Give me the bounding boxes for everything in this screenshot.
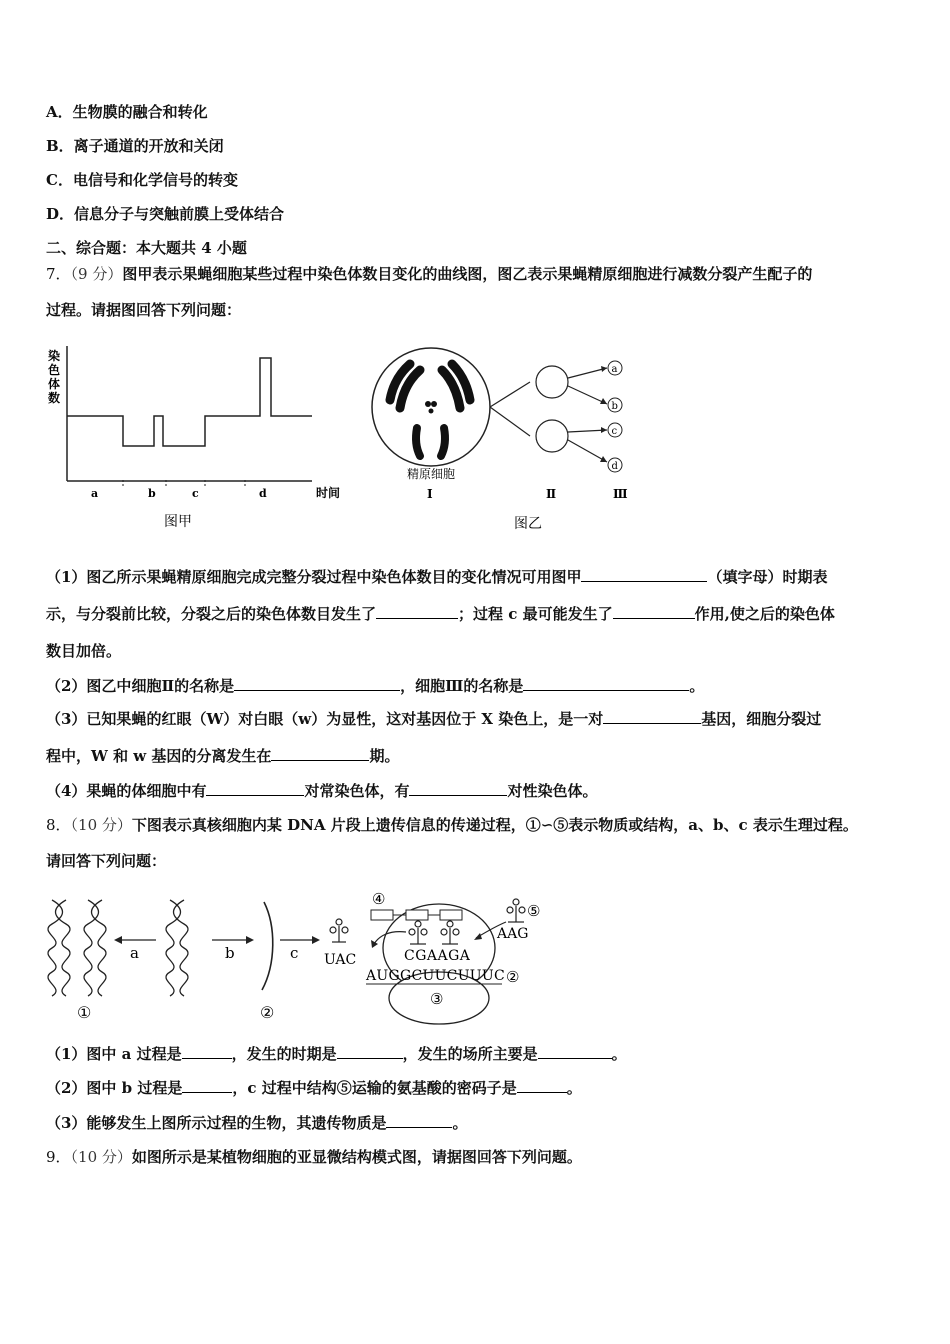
answer-blank[interactable] <box>337 1044 403 1059</box>
fig-jia-ylabel-2: 色 <box>48 363 61 377</box>
q8-stem-line2: 请回答下列问题： <box>46 852 167 870</box>
label-2-right: ② <box>506 968 520 986</box>
fig-jia-mark-d: d <box>259 487 267 500</box>
q7-stem-line2: 过程。请据图回答下列问题： <box>46 301 242 319</box>
trna-bound <box>409 921 459 944</box>
fig-jia-mark-a: a <box>91 487 99 500</box>
q7-stem-line1: 7．（9 分）图甲表示果蝇细胞某些过程中染色体数目变化的曲线图，图乙表示果蝇精原细胞进行减数分裂产生配子的 <box>46 265 813 283</box>
chromosome-5 <box>416 428 420 456</box>
trna-free <box>330 919 348 942</box>
process-b-label: b <box>225 944 235 962</box>
label-5: ⑤ <box>527 902 541 920</box>
q7-part1-line1: （1）图乙所示果蝇精原细胞完成完整分裂过程中染色体数目的变化情况可用图甲 （填字母）时期表 <box>46 568 828 586</box>
label-4: ④ <box>372 890 386 908</box>
answer-blank[interactable] <box>234 676 400 691</box>
cell-II-bottom <box>536 420 568 452</box>
fig-yi-cell-label: 精原细胞 <box>407 467 456 481</box>
chromosome-6 <box>441 428 445 456</box>
fig-jia-mark-b: b <box>148 487 156 500</box>
process-c-label: c <box>290 944 299 962</box>
fig-jia-xlabel: 时间 <box>316 486 341 500</box>
roman-III: Ⅲ <box>613 487 628 501</box>
dna-helix-2 <box>84 900 106 996</box>
fig-jia-mark-c: c <box>192 487 199 500</box>
spermatogonium-cell <box>372 348 490 466</box>
label-3: ③ <box>430 990 444 1008</box>
process-a-label: a <box>130 944 139 962</box>
cell-II-top <box>536 366 568 398</box>
q8-part2: （2）图中 b 过程是 ，c 过程中结构⑤运输的氨基酸的密码子是 。 <box>46 1079 582 1097</box>
section-heading: 二、综合题：本大题共 4 小题 <box>46 239 247 257</box>
q9-number: 9． <box>46 1148 71 1166</box>
answer-blank[interactable] <box>409 781 507 796</box>
answer-blank[interactable] <box>603 709 701 724</box>
fig-jia-curve <box>67 358 312 446</box>
label-1: ① <box>77 1003 92 1022</box>
answer-blank[interactable] <box>386 1113 452 1128</box>
figure-yi <box>370 340 635 540</box>
answer-blank[interactable] <box>206 781 304 796</box>
q7-score: （9 分） <box>70 265 123 283</box>
gamete-a: a <box>611 364 618 375</box>
fig-yi-caption: 图乙 <box>514 516 542 532</box>
gamete-b: b <box>611 401 618 412</box>
anticodon-uac: UAC <box>324 952 357 968</box>
figure-gene-expression <box>44 886 541 1032</box>
mrna-sequence: AUGGCUUCUUUC <box>366 968 506 984</box>
answer-blank[interactable] <box>376 604 458 619</box>
q8-score: （10 分） <box>70 816 132 834</box>
anticodon-aag: AAG <box>497 926 529 942</box>
answer-blank[interactable] <box>538 1044 612 1059</box>
fig-jia-ylabel-1: 染 <box>48 349 61 363</box>
q8-stem-line1: 8．（10 分）下图表示真核细胞内某 DNA 片段上遗传信息的传递过程，①∽⑤表示物质或结构，a、b、c 表示生理过程。 <box>46 816 858 834</box>
answer-blank[interactable] <box>581 567 707 582</box>
answer-blank[interactable] <box>271 746 369 761</box>
option-a: A．生物膜的融合和转化 <box>46 103 208 121</box>
answer-blank[interactable] <box>613 604 695 619</box>
q7-part3-line1: （3）已知果蝇的红眼（W）对白眼（w）为显性，这对基因位于 X 染色上，是一对 基因，细胞分裂过 <box>46 710 822 728</box>
answer-blank[interactable] <box>517 1078 567 1093</box>
q7-part3-line2: 程中，W 和 w 基因的分离发生在 期。 <box>46 747 400 765</box>
q8-number: 8． <box>46 816 71 834</box>
gamete-c: c <box>611 426 618 437</box>
roman-II: Ⅱ <box>546 487 557 501</box>
mrna-strand <box>262 902 273 990</box>
dna-helix-1 <box>48 900 70 996</box>
q8-part3: （3）能够发生上图所示过程的生物，其遗传物质是 。 <box>46 1114 468 1132</box>
q9-score: （10 分） <box>70 1148 132 1166</box>
answer-blank[interactable] <box>182 1078 232 1093</box>
answer-blank[interactable] <box>182 1044 232 1059</box>
fig-jia-ylabel-4: 数 <box>48 391 61 405</box>
codon-sequence: CGAAGA <box>404 948 471 964</box>
fig-jia-caption: 图甲 <box>164 514 192 530</box>
gamete-d: d <box>611 461 618 472</box>
option-c: C．电信号和化学信号的转变 <box>46 171 238 189</box>
fig-jia-ylabel-3: 体 <box>48 377 61 391</box>
option-b: B．离子通道的开放和关闭 <box>46 137 224 155</box>
figure-jia <box>44 334 350 534</box>
q7-part2: （2）图乙中细胞Ⅱ的名称是 ，细胞Ⅲ的名称是 。 <box>46 677 705 695</box>
option-d: D．信息分子与突触前膜上受体结合 <box>46 205 285 223</box>
q9-stem: 9．（10 分）如图所示是某植物细胞的亚显微结构模式图，请据图回答下列问题。 <box>46 1148 582 1166</box>
label-2-bottom: ② <box>260 1003 275 1022</box>
q7-part1-line3: 数目加倍。 <box>46 642 122 660</box>
trna-incoming <box>507 899 525 922</box>
roman-I: Ⅰ <box>427 487 433 501</box>
dna-helix-3 <box>166 900 188 996</box>
q8-part1: （1）图中 a 过程是 ，发生的时期是 ，发生的场所主要是 。 <box>46 1045 627 1063</box>
answer-blank[interactable] <box>523 676 689 691</box>
q7-number: 7． <box>46 265 71 283</box>
q7-part1-line2: 示，与分裂前比较，分裂之后的染色体数目发生了 ；过程 c 最可能发生了 作用,使之后的染色体 <box>46 605 835 623</box>
q7-part4: （4）果蝇的体细胞中有 对常染色体，有 对性染色体。 <box>46 782 598 800</box>
